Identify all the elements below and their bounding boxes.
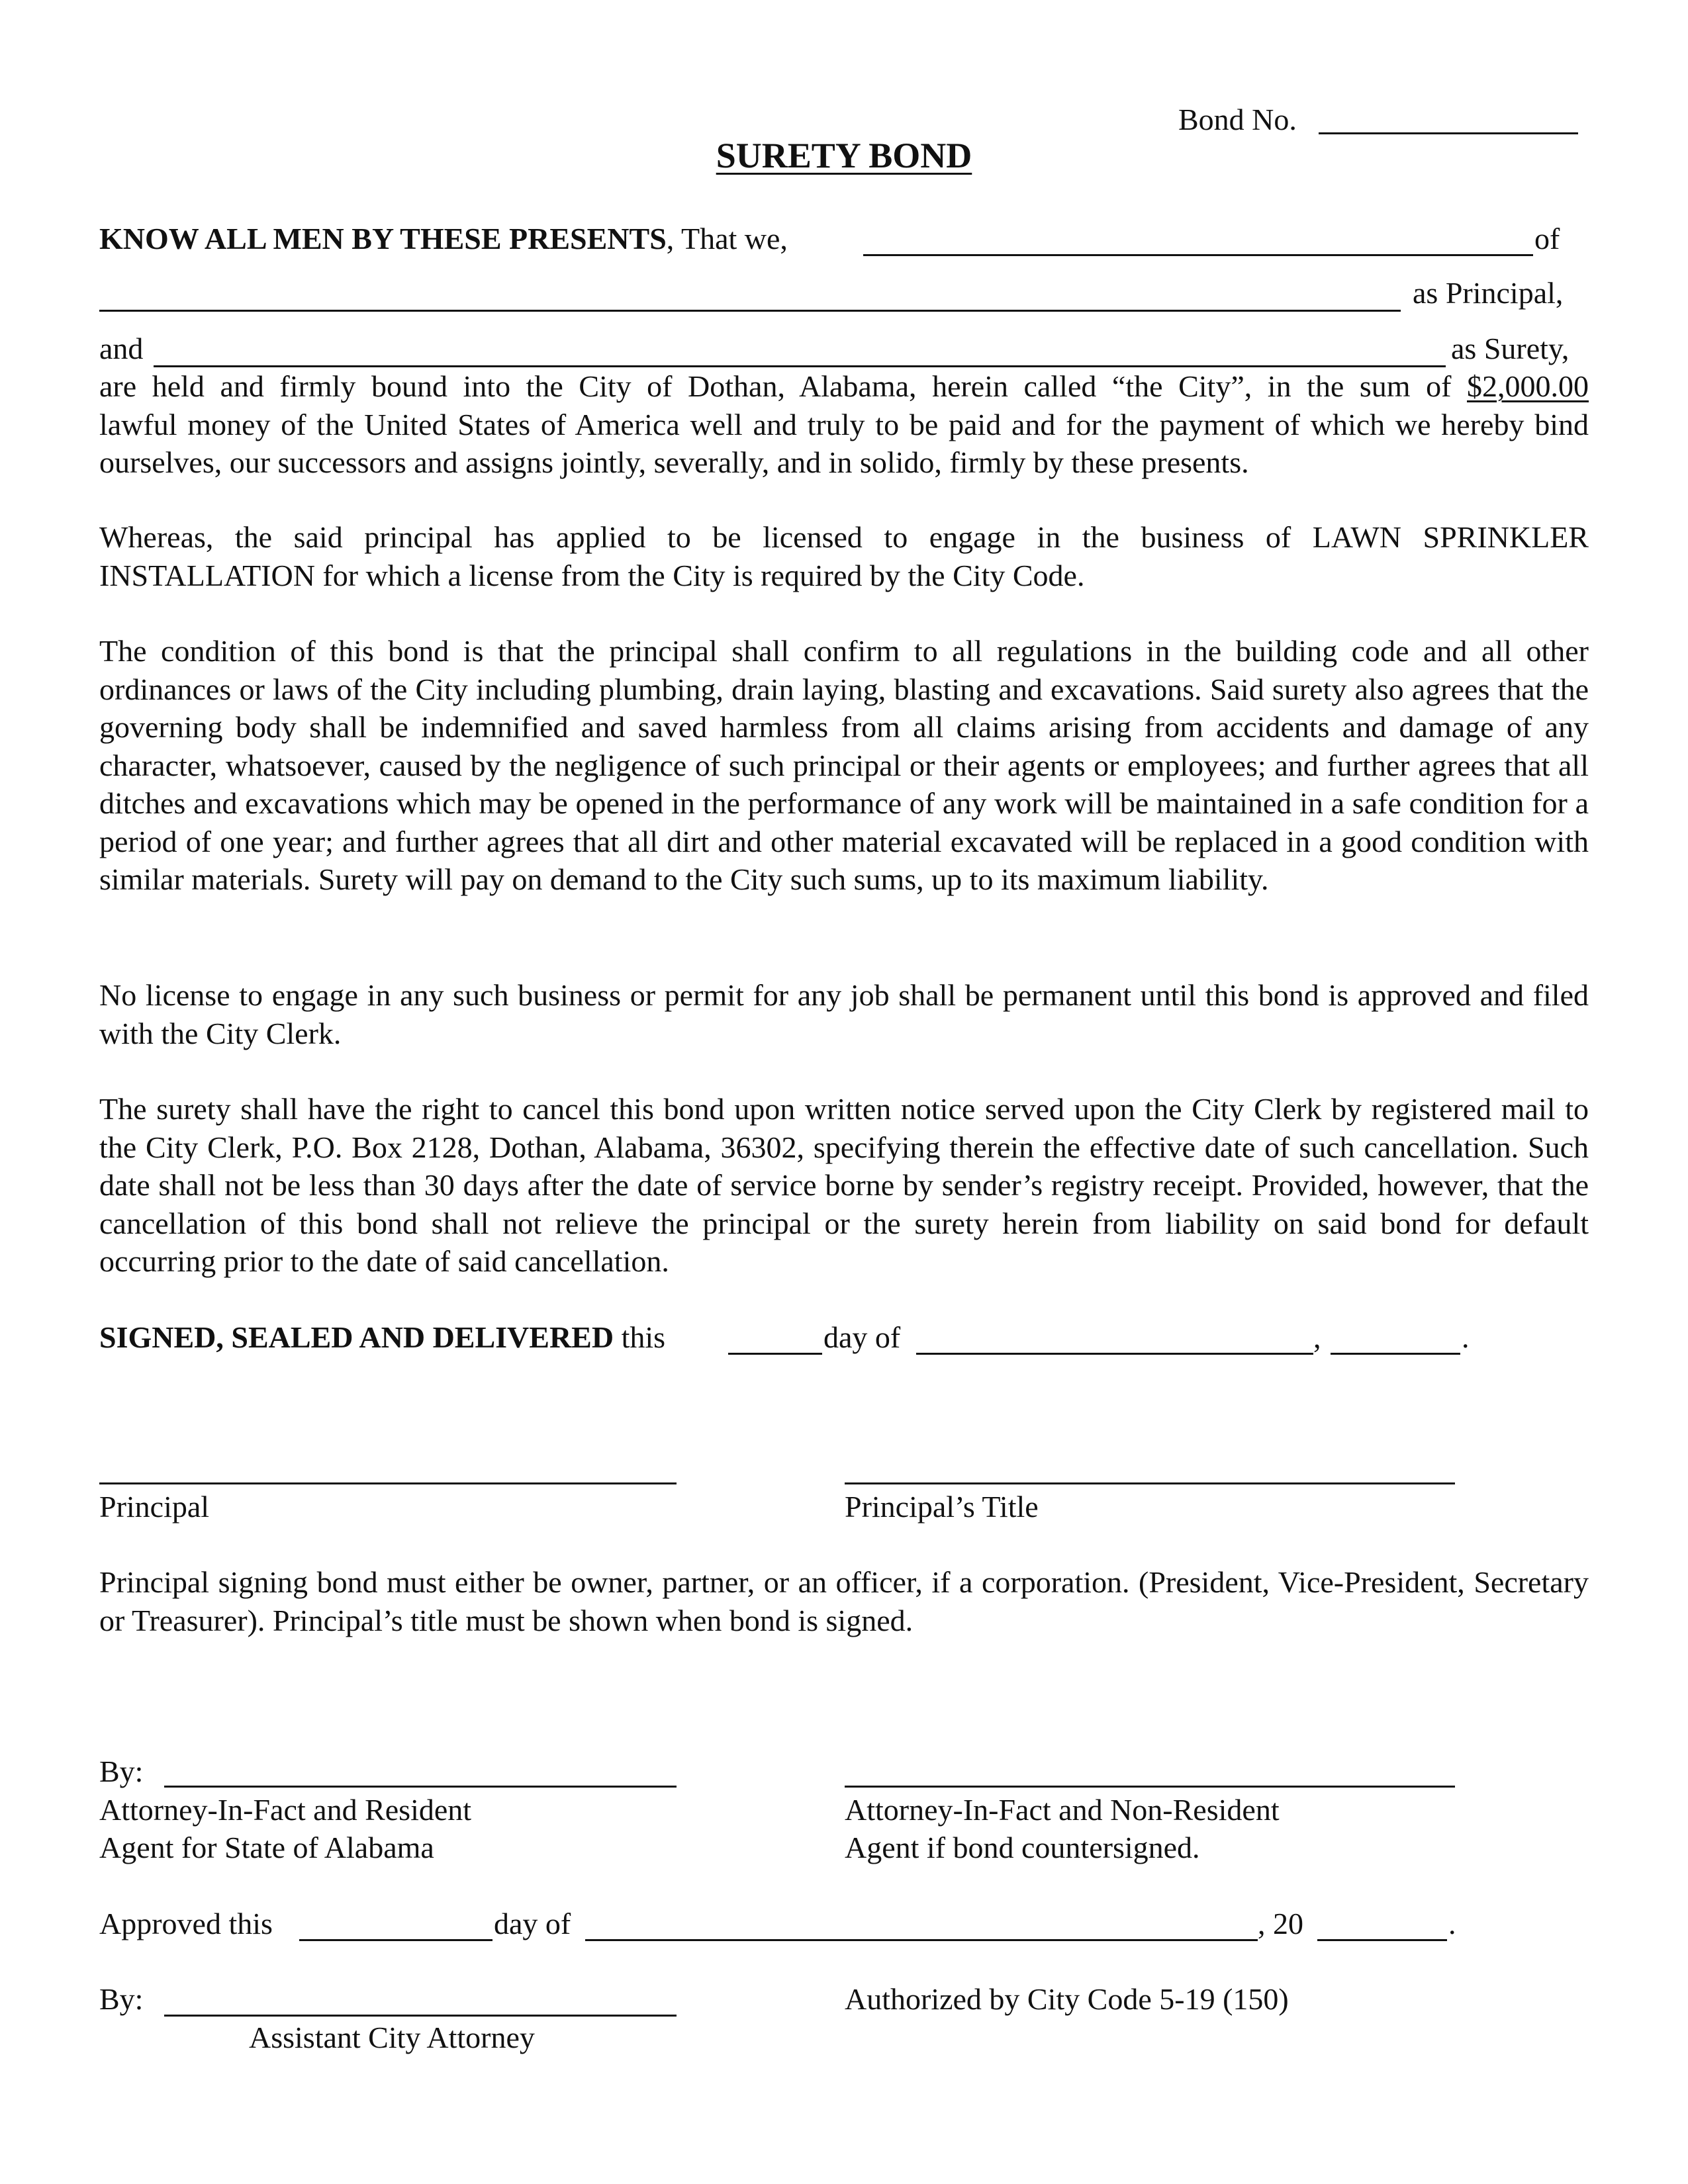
approved-day-of: day of (494, 1907, 571, 1940)
principal-name-field[interactable] (863, 254, 1533, 256)
approved-month-field[interactable] (585, 1939, 1258, 1941)
bond-no-field[interactable] (1319, 132, 1578, 134)
principal-address-field[interactable] (99, 310, 1401, 312)
approved-year-prefix: , 20 (1258, 1907, 1303, 1940)
condition-paragraph: The condition of this bond is that the principal shall confirm to all regulations in the building code and all other ordinances or laws of the City including plumbing, drain laying, blasting and excavations. Said surety also agrees that the governing body shall be indemnified and saved harmless from all claims arising from accidents and damage of any character, whatsoever, caused by the negligence of such principal or their agents or employees; and further agrees that all ditches and excavations which may be opened in the performance of any work will be maintained in a safe condition for a period of one year; and further agrees that all dirt and other material excavated will be replaced in a good condition with similar materials. Surety will pay on demand to the City such sums, up to its maximum liability. (99, 634, 1589, 896)
by-label-city-attorney: By: (99, 1982, 144, 2016)
held-bound-paragraph (99, 367, 1589, 482)
intro-rest: , That we, (666, 222, 788, 255)
signed-this: this (621, 1320, 666, 1354)
signed-line (99, 1318, 665, 1356)
no-license-paragraph: No license to engage in any such business or permit for any job shall be permanent until this bond is approved and filed with the City Clerk. (99, 978, 1589, 1050)
approved-period: . (1448, 1907, 1456, 1940)
bond-no-label: Bond No. (1178, 103, 1297, 136)
city-attorney-signature-field[interactable] (164, 2015, 677, 2017)
as-principal-label: as Principal, (1413, 276, 1564, 310)
authorized-city-code: Authorized by City Code 5-19 (150) (845, 1982, 1289, 2016)
resident-agent-signature-field[interactable] (164, 1786, 677, 1788)
held-text-2: lawful money of the United States of America well and truly to be paid and for the payment of which we hereby bind ourselves, our successors and assigns jointly, severally, and in solido, firmly by these presents. (99, 407, 1589, 479)
of-label: of (1534, 222, 1560, 255)
held-text-1: are held and firmly bound into the City of Dothan, Alabama, herein called “the City”, in the sum of (99, 369, 1452, 403)
signed-month-field[interactable] (916, 1353, 1313, 1355)
approved-this-label: Approved this (99, 1907, 273, 1940)
approved-day-field[interactable] (299, 1939, 492, 1941)
principal-title-label: Principal’s Title (845, 1490, 1039, 1524)
cancellation-paragraph: The surety shall have the right to cancel this bond upon written notice served upon the City Clerk by registered mail to the City Clerk, P.O. Box 2128, Dothan, Alabama, 36302, specifying therein the effective date of such cancellation. Such date shall not be less than 30 days after the date of service borne by sender’s registry receipt. Provided, however, that the cancellation of this bond shall not relieve the principal or the surety herein from liability on said bond for default occurring prior to the date of said cancellation. (99, 1092, 1589, 1278)
signed-comma: , (1313, 1320, 1321, 1354)
assistant-city-attorney-label: Assistant City Attorney (249, 2021, 535, 2054)
by-label-attorney: By: (99, 1754, 144, 1788)
signed-bold: SIGNED, SEALED AND DELIVERED (99, 1320, 614, 1354)
resident-agent-line2: Agent for State of Alabama (99, 1831, 434, 1864)
nonresident-agent-line1: Attorney-In-Fact and Non-Resident (845, 1793, 1280, 1827)
principal-note: Principal signing bond must either be owner, partner, or an officer, if a corporation. (President, Vice-President, Secretary or Treasurer). Principal’s title must be shown when bond is signed. (99, 1565, 1589, 1637)
nonresident-agent-signature-field[interactable] (845, 1786, 1455, 1788)
principal-label: Principal (99, 1490, 210, 1524)
signed-day-of: day of (823, 1320, 901, 1354)
intro-line (99, 220, 788, 257)
principal-signature-field[interactable] (99, 1482, 677, 1484)
signed-day-field[interactable] (728, 1353, 822, 1355)
nonresident-agent-line2: Agent if bond countersigned. (845, 1831, 1200, 1864)
intro-bold: KNOW ALL MEN BY THESE PRESENTS (99, 222, 667, 255)
bond-amount: $2,000.00 (1467, 369, 1589, 403)
approved-year-field[interactable] (1317, 1939, 1447, 1941)
resident-agent-line1: Attorney-In-Fact and Resident (99, 1793, 472, 1827)
page-title: SURETY BOND (716, 136, 972, 175)
whereas-paragraph: Whereas, the said principal has applied to be licensed to engage in the business of LAWN SPRINKLER INSTALLATION for which a license from the City is required by the City Code. (99, 520, 1589, 592)
principal-title-field[interactable] (845, 1482, 1455, 1484)
signed-period: . (1462, 1320, 1470, 1354)
signed-year-field[interactable] (1331, 1353, 1460, 1355)
and-label: and (99, 332, 144, 365)
as-surety-label: as Surety, (1451, 332, 1570, 365)
